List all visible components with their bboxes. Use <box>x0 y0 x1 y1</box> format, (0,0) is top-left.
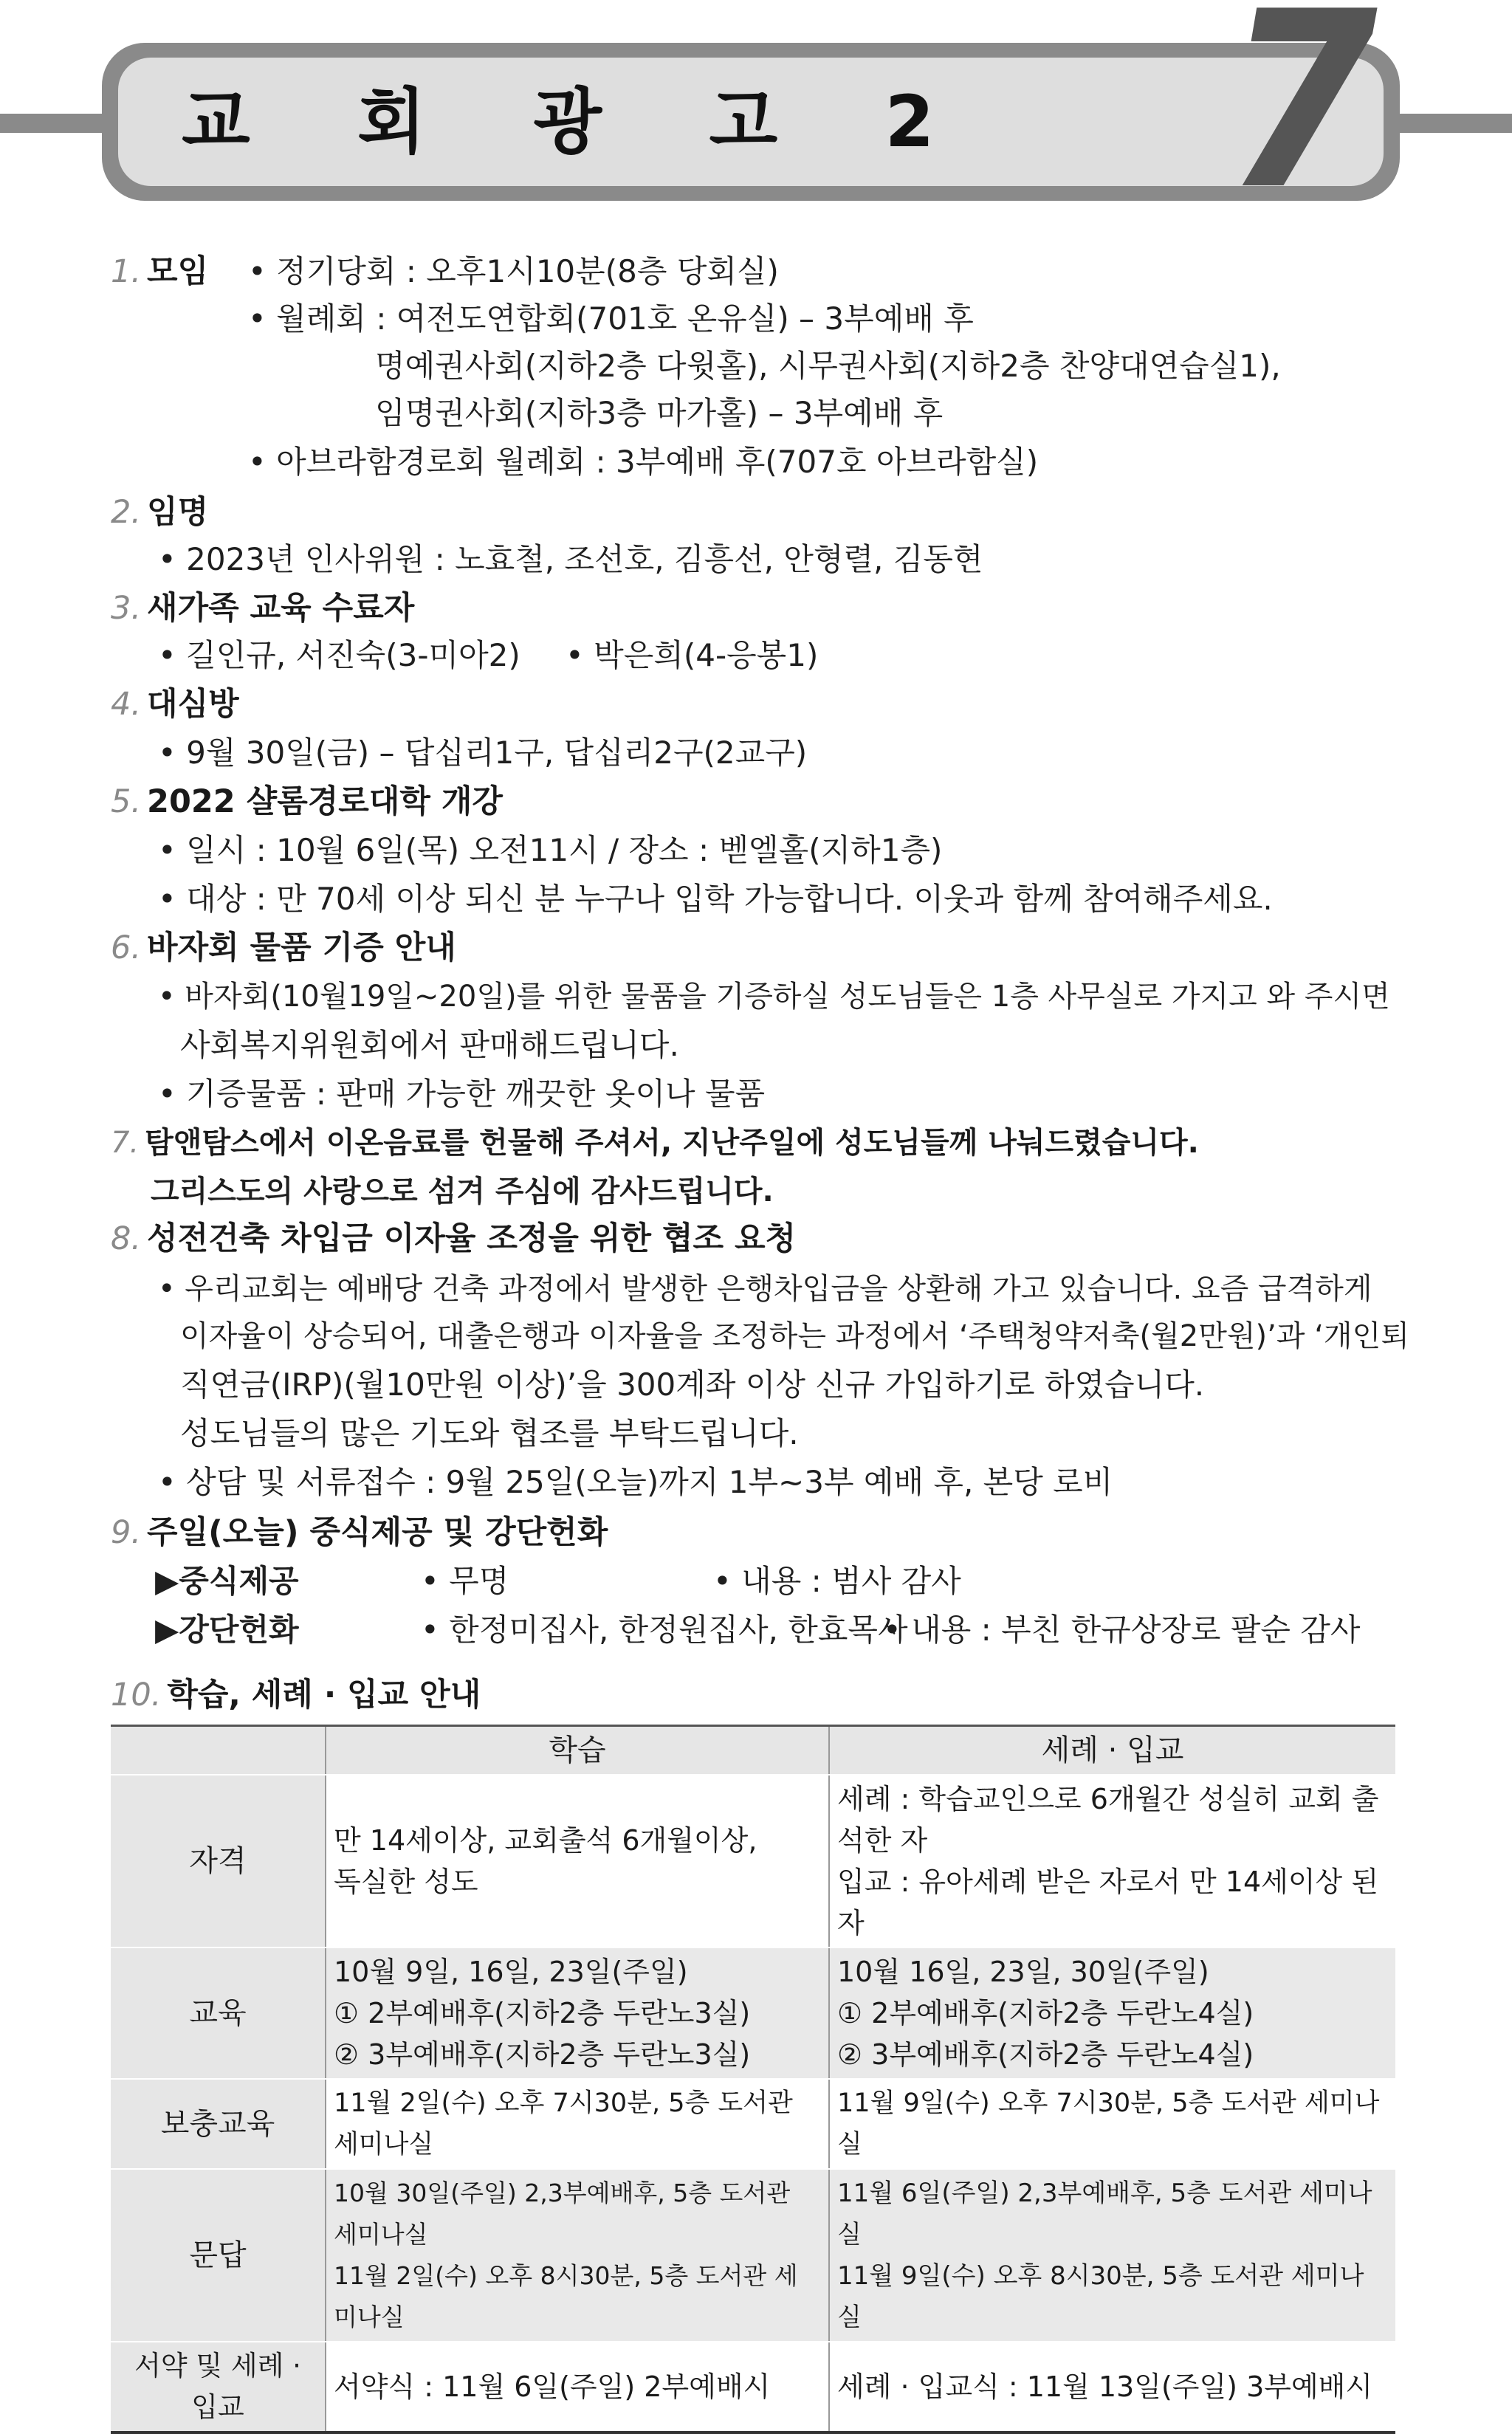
offering-label: ▶강단헌화 <box>155 1612 299 1648</box>
table-row <box>111 2342 1395 2433</box>
section-5-heading <box>111 780 503 824</box>
table-cell <box>829 2342 1395 2433</box>
table-row <box>111 1947 1395 2079</box>
notice-line: • 2023년 인사위원 : 노효철, 조선호, 김흥선, 안형렬, 김동현 <box>158 541 983 577</box>
table-corner-cell <box>111 1726 326 1775</box>
cell-line: 10월 16일, 23일, 30일(주일) <box>837 1956 1209 1988</box>
cell-line: 11월 9일(수) 오후 8시30분, 5층 도서관 세미나실 <box>837 2261 1364 2332</box>
notice-line: • 일시 : 10월 6일(목) 오전11시 / 장소 : 벧엘홀(지하1층) <box>158 832 943 868</box>
offering-content: • 내용 : 부친 한규상장로 팔순 감사 <box>883 1612 1361 1648</box>
table-header-row <box>111 1726 1395 1775</box>
table-cell <box>829 2169 1395 2342</box>
notice-line: • 우리교회는 예배당 건축 과정에서 발생한 은행차입금을 상환해 가고 있습니다. 요즘 급격하게 <box>158 1272 1372 1306</box>
section-number: 9. <box>111 1514 142 1551</box>
cell-line: 10월 9일, 16일, 23일(주일) <box>334 1956 688 1988</box>
page-title: 교 회 광 고 2 <box>182 80 976 163</box>
cell-line: 독실한 성도 <box>334 1866 478 1898</box>
row-label: 교육 <box>111 1947 326 2079</box>
row-label: 보충교육 <box>111 2079 326 2169</box>
notice-line: 임명권사회(지하3층 마가홀) – 3부예배 후 <box>375 395 944 431</box>
cell-line: 10월 30일(주일) 2,3부예배후, 5층 도서관 세미나실 <box>334 2179 791 2249</box>
cell-line: ① 2부예배후(지하2층 두란노3실) <box>334 1997 751 2029</box>
section-number: 10. <box>111 1677 162 1713</box>
section-3-heading <box>111 586 414 630</box>
row-label: 서약 및 세례 · 입교 <box>111 2342 326 2433</box>
section-title: 바자회 물품 기증 안내 <box>147 929 456 966</box>
notice-line: • 길인규, 서진숙(3-미아2) <box>158 637 520 673</box>
table-cell <box>326 1775 829 1947</box>
notice-line: • 상담 및 서류접수 : 9월 25일(오늘)까지 1부~3부 예배 후, 본당 로비 <box>158 1464 1113 1500</box>
notice-line: • 기증물품 : 판매 가능한 깨끗한 옷이나 물품 <box>158 1076 766 1112</box>
section-number: 1. <box>111 253 142 290</box>
section-title: 2022 샬롬경로대학 개강 <box>147 783 503 820</box>
section-title: 대심방 <box>147 686 239 723</box>
section-8-heading <box>111 1217 796 1261</box>
section-title: 학습, 세례 · 입교 안내 <box>167 1677 481 1713</box>
notice-line: • 월례회 : 여전도연합회(701호 온유실) – 3부예배 후 <box>248 300 974 337</box>
offering-giver: • 한정미집사, 한정원집사, 한효목사 <box>421 1612 908 1648</box>
cell-line: ② 3부예배후(지하2층 두란노3실) <box>334 2038 751 2071</box>
section-number: 4. <box>111 686 142 723</box>
cell-line: 세례 · 입교식 : 11월 13일(주일) 3부예배시 <box>837 2371 1373 2403</box>
row-label: 문답 <box>111 2169 326 2342</box>
notice-line: 명예권사회(지하2층 다윗홀), 시무권사회(지하2층 찬양대연습실1), <box>375 348 1281 384</box>
section-2-heading <box>111 490 208 534</box>
section-number: 3. <box>111 590 142 627</box>
offering-content: • 내용 : 범사 감사 <box>713 1563 961 1599</box>
page-number: 7 <box>1225 0 1378 243</box>
section-7-heading <box>111 1121 1199 1165</box>
table-row <box>111 1775 1395 1947</box>
cell-line: 서약식 : 11월 6일(주일) 2부예배시 <box>334 2371 771 2403</box>
cell-line: 입교 : 유아세례 받은 자로서 만 14세이상 된 자 <box>837 1866 1379 1939</box>
notice-line: • 아브라함경로회 월례회 : 3부예배 후(707호 아브라함실) <box>248 444 1039 480</box>
baptism-schedule-table <box>111 1725 1395 2434</box>
section-title: 모임 <box>147 253 209 290</box>
cell-line: 11월 9일(수) 오후 7시30분, 5층 도서관 세미나실 <box>837 2089 1380 2159</box>
section-9-heading <box>111 1510 608 1555</box>
table-cell <box>326 2169 829 2342</box>
cell-line: 11월 6일(주일) 2,3부예배후, 5층 도서관 세미나실 <box>837 2179 1372 2249</box>
section-number: 5. <box>111 783 142 820</box>
row-label: 자격 <box>111 1775 326 1947</box>
section-title: 주일(오늘) 중식제공 및 강단헌화 <box>147 1514 608 1551</box>
table-cell <box>829 1947 1395 2079</box>
table-header-cell: 학습 <box>326 1726 829 1775</box>
notice-line: 사회복지위원회에서 판매해드립니다. <box>180 1027 679 1063</box>
table-row <box>111 2079 1395 2169</box>
notice-line: • 9월 30일(금) – 답십리1구, 답십리2구(2교구) <box>158 735 808 771</box>
notice-line: 성도님들의 많은 기도와 협조를 부탁드립니다. <box>180 1415 799 1451</box>
table-cell <box>326 2342 829 2433</box>
offering-giver: • 무명 <box>421 1563 509 1599</box>
section-title: 새가족 교육 수료자 <box>147 590 415 627</box>
section-4-heading <box>111 682 239 726</box>
notice-line: • 바자회(10월19일~20일)를 위한 물품을 기증하실 성도님들은 1층 사무실로 가지고 와 주시면 <box>158 980 1390 1014</box>
table-cell <box>829 1775 1395 1947</box>
section-6-heading <box>111 926 456 970</box>
section-number: 2. <box>111 494 142 531</box>
cell-line: 11월 2일(수) 오후 8시30분, 5층 도서관 세미나실 <box>334 2261 798 2331</box>
offering-label: ▶중식제공 <box>155 1563 299 1599</box>
section-title: 임명 <box>147 494 209 531</box>
section-10-heading <box>111 1673 481 1717</box>
cell-line: 11월 2일(수) 오후 7시30분, 5층 도서관 세미나실 <box>334 2089 793 2159</box>
cell-line: ① 2부예배후(지하2층 두란노4실) <box>837 1997 1254 2029</box>
notice-line: • 대상 : 만 70세 이상 되신 분 누구나 입학 가능합니다. 이웃과 함께 참여해주세요. <box>158 881 1273 917</box>
notice-line: 직연금(IRP)(월10만원 이상)’을 300계좌 이상 신규 가입하기로 하였습니다. <box>180 1366 1205 1403</box>
table-row <box>111 2169 1395 2342</box>
cell-line: 세례 : 학습교인으로 6개월간 성실히 교회 출석한 자 <box>837 1783 1379 1857</box>
cell-line: 만 14세이상, 교회출석 6개월이상, <box>334 1824 757 1857</box>
section-number: 7. <box>111 1126 140 1160</box>
table-cell <box>326 1947 829 2079</box>
section-number: 6. <box>111 929 142 966</box>
notice-line: 이자율이 상승되어, 대출은행과 이자율을 조정하는 과정에서 ‘주택청약저축(월2만원)’과 ‘개인퇴 <box>180 1319 1409 1353</box>
notice-line: 그리스도의 사랑으로 섬겨 주심에 감사드립니다. <box>151 1175 774 1209</box>
cell-line: ② 3부예배후(지하2층 두란노4실) <box>837 2038 1254 2071</box>
table-cell <box>326 2079 829 2169</box>
section-title: 성전건축 차입금 이자율 조정을 위한 협조 요청 <box>147 1220 797 1257</box>
notice-line: • 박은희(4-응봉1) <box>566 637 819 673</box>
notice-line: • 정기당회 : 오후1시10분(8층 당회실) <box>248 253 779 289</box>
table-header-cell: 세례 · 입교 <box>829 1726 1395 1775</box>
section-1-heading <box>111 250 208 294</box>
section-title: 탐앤탐스에서 이온음료를 헌물해 주셔서, 지난주일에 성도님들께 나눠드렸습니다. <box>145 1126 1199 1160</box>
section-number: 8. <box>111 1220 142 1257</box>
table-cell <box>829 2079 1395 2169</box>
